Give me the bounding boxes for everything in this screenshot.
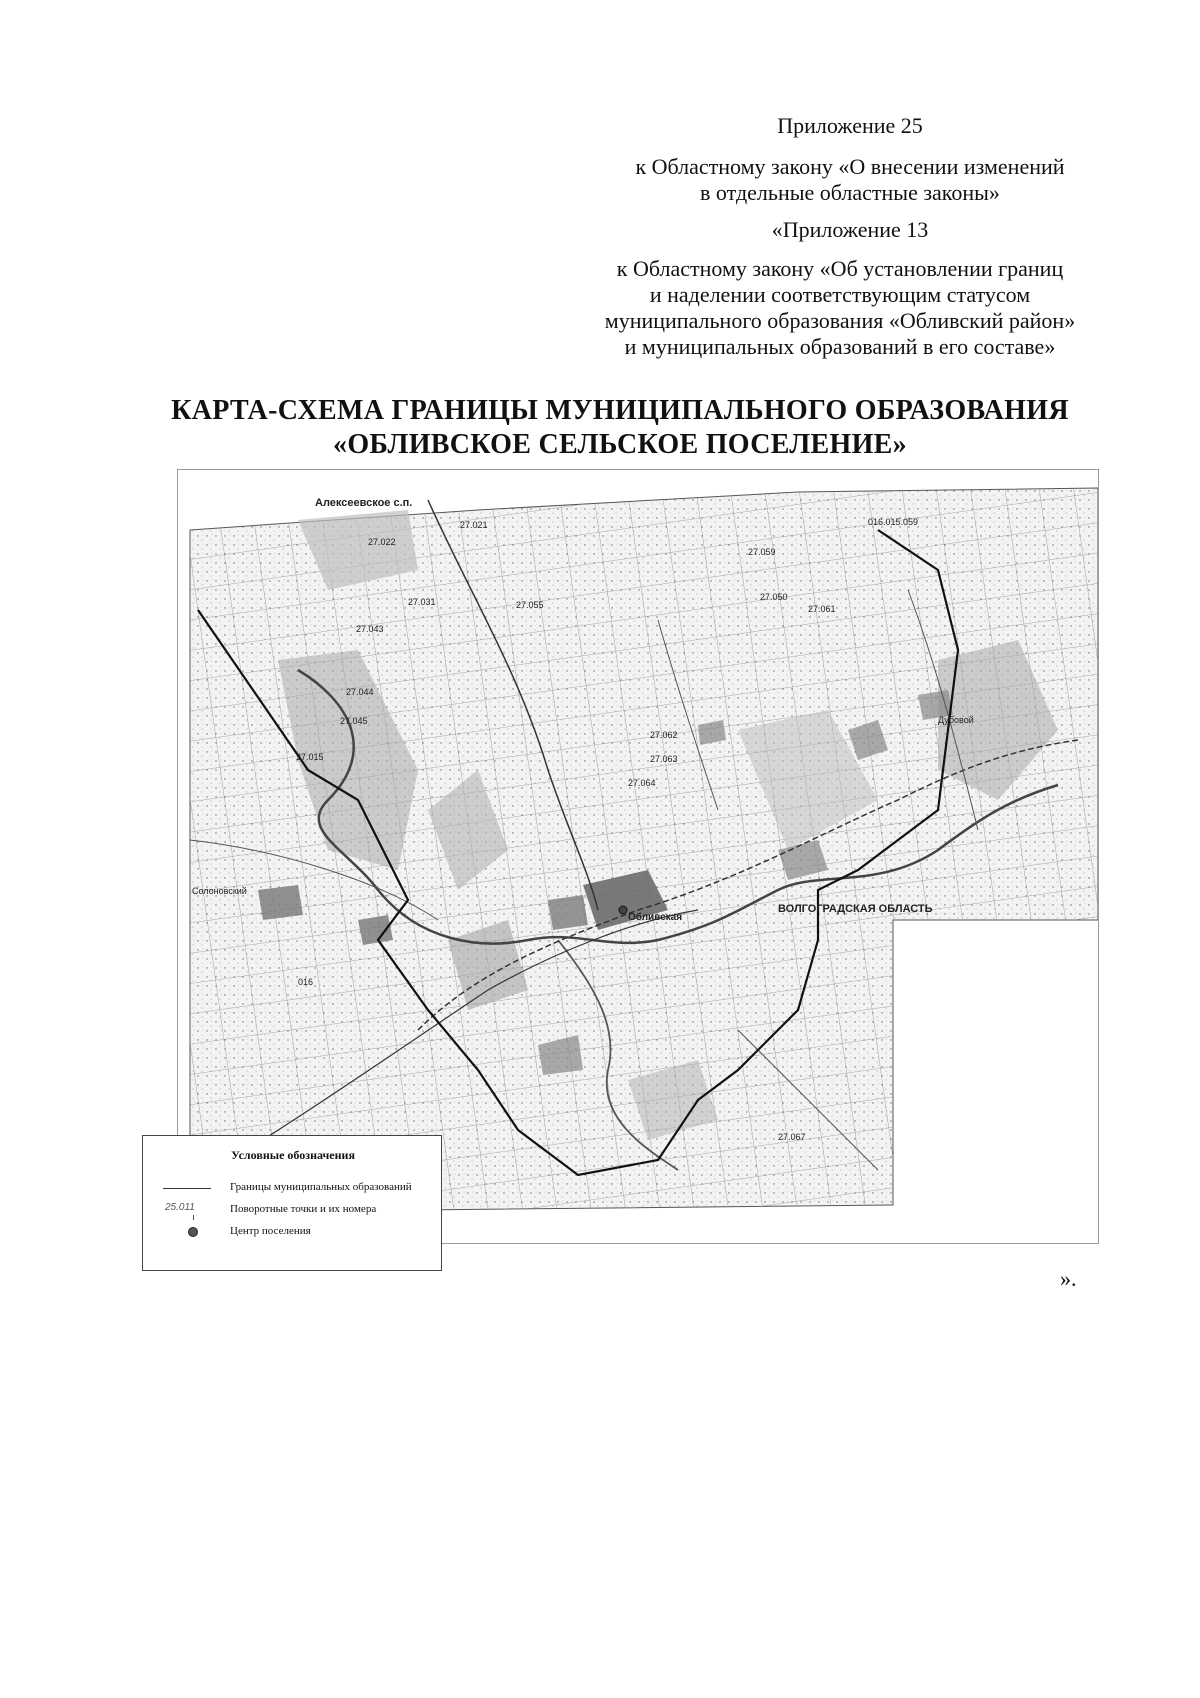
boundary-map-drawing [178, 470, 1098, 1243]
boundary-line-icon [157, 1178, 217, 1198]
map-point-27067: 27.067 [778, 1132, 806, 1142]
map-label-alekseevskoe: Алексеевское с.п. [315, 497, 413, 509]
settlement-center-icon [157, 1222, 217, 1242]
appendix-13-text: «Приложение 13 [771, 217, 929, 242]
map-point-27062: 27.062 [650, 730, 678, 740]
appendix-13-heading [700, 217, 1000, 243]
closing-quote-mark: ». [1060, 1266, 1077, 1291]
map-point-27022: 27.022 [368, 537, 396, 547]
map-point-27044: 27.044 [346, 687, 374, 697]
legend-settlement-center-label: Центр поселения [230, 1225, 311, 1237]
legend-row-boundary [143, 1178, 443, 1198]
boundary-law-line-3: муниципального образования «Обливский район» [604, 308, 1076, 333]
boundary-law-reference [540, 256, 1140, 360]
map-point-27059: 27.059 [748, 547, 776, 557]
map-point-27050: 27.050 [760, 592, 788, 602]
document-title [120, 394, 1120, 462]
legend-turning-points-label: Поворотные точки и их номера [230, 1203, 377, 1215]
amendment-law-line-2: в отдельные областные законы» [700, 180, 1000, 205]
map-point-27064: 27.064 [628, 778, 656, 788]
boundary-map [177, 469, 1099, 1244]
map-point-27031: 27.031 [408, 597, 436, 607]
turning-point-icon [157, 1200, 217, 1220]
map-point-27045: 27.045 [340, 716, 368, 726]
appendix-25-text: Приложение 25 [777, 113, 923, 138]
map-point-016-015-059: 016.015.059 [868, 517, 919, 527]
map-point-016: 016 [298, 977, 314, 987]
document-title-line-1: КАРТА-СХЕМА ГРАНИЦЫ МУНИЦИПАЛЬНОГО ОБРАЗОВАНИЯ [171, 395, 1069, 426]
legend-row-turning-points [143, 1200, 443, 1220]
settlement-center-marker [619, 906, 627, 914]
map-point-27021: 27.021 [460, 520, 488, 530]
map-point-27061: 27.061 [808, 604, 836, 614]
map-terrain [190, 488, 1098, 1215]
document-title-line-2: «ОБЛИВСКОЕ СЕЛЬСКОЕ ПОСЕЛЕНИЕ» [333, 429, 907, 460]
legend-title: Условные обозначения [231, 1148, 355, 1162]
map-label-dubovsky: Дубовой [938, 715, 974, 725]
boundary-law-line-4: и муниципальных образований в его составе» [624, 334, 1056, 359]
legend-boundary-label: Границы муниципальных образований [230, 1181, 412, 1193]
legend-row-settlement-center [143, 1222, 443, 1242]
map-point-27043: 27.043 [356, 624, 384, 634]
map-point-27063: 27.063 [650, 754, 678, 764]
map-legend [142, 1135, 442, 1271]
map-label-volgograd-region: ВОЛГОГРАДСКАЯ ОБЛАСТЬ [778, 903, 933, 915]
map-label-oblivskaya: Обливская [628, 912, 683, 923]
boundary-law-line-2: и наделении соответствующим статусом [649, 282, 1031, 307]
boundary-law-line-1: к Областному закону «Об установлении границ [616, 256, 1064, 281]
amendment-law-line-1: к Областному закону «О внесении изменений [635, 154, 1065, 179]
turning-point-sample: 25.011 [165, 1202, 195, 1213]
appendix-25-heading [700, 113, 1000, 139]
amendment-law-reference [560, 154, 1140, 206]
map-point-27055: 27.055 [516, 600, 544, 610]
map-label-solonovsky: Солоновский [192, 886, 247, 896]
map-point-27015: 27.015 [296, 752, 324, 762]
